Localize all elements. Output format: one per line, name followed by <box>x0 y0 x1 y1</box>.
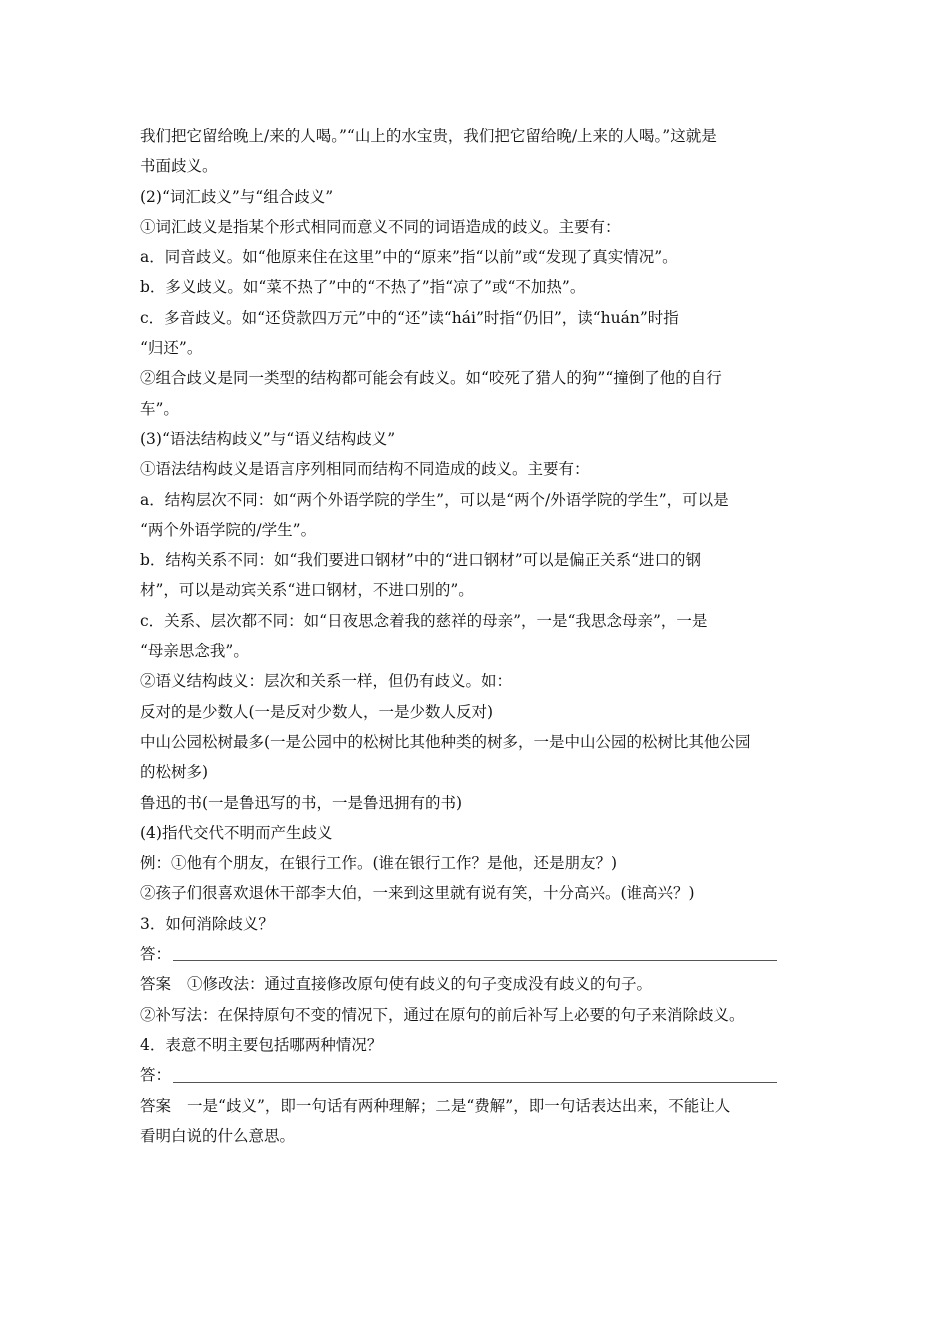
answer-blank-line <box>140 1060 812 1090</box>
example-line: ②孩子们很喜欢退休干部李大伯，一来到这里就有说有笑，十分高兴。(谁高兴？) <box>140 884 695 903</box>
question-3: 3．如何消除歧义？ <box>140 914 274 933</box>
text-line: 我们把它留给晚上/来的人喝。”“山上的水宝贵，我们把它留给晚/上来的人喝。”这就是 <box>140 127 717 145</box>
section-heading: (2)“词汇歧义”与“组合歧义” <box>140 187 334 206</box>
text-line: 书面歧义。 <box>140 157 218 176</box>
example-line: 中山公园松树最多(一是公园中的松树比其他种类的树多，一是中山公园的松树比其他公园 <box>140 732 751 751</box>
text-line: 材”，可以是动宾关系“进口钢材，不进口别的”。 <box>140 581 474 600</box>
list-item: a．同音歧义。如“他原来住在这里”中的“原来”指“以前”或“发现了真实情况”。 <box>140 248 678 267</box>
list-item: b．多义歧义。如“菜不热了”中的“不热了”指“凉了”或“不加热”。 <box>140 278 586 297</box>
text-line: ②语义结构歧义：层次和关系一样，但仍有歧义。如： <box>140 672 513 691</box>
list-item: b．结构关系不同：如“我们要进口钢材”中的“进口钢材”可以是偏正关系“进口的钢 <box>140 551 702 570</box>
example-line: 例：①他有个朋友，在银行工作。(谁在银行工作？是他，还是朋友？) <box>140 854 618 873</box>
answer-line <box>140 1091 812 1121</box>
document-page <box>140 121 812 1151</box>
answer-text: ①修改法：通过直接修改原句使有歧义的句子变成没有歧义的句子。 <box>187 975 653 994</box>
text-line: ②组合歧义是同一类型的结构都可能会有歧义。如“咬死了猎人的狗”“撞倒了他的自行 <box>140 369 722 388</box>
section-heading: (4)指代交代不明而产生歧义 <box>140 823 333 842</box>
text-line: “两个外语学院的/学生”。 <box>140 520 317 539</box>
answer-blank-line <box>140 939 812 969</box>
text-line: 车”。 <box>140 399 179 418</box>
answer-blank <box>173 1082 777 1083</box>
text-line: ①词汇歧义是指某个形式相同而意义不同的词语造成的歧义。主要有： <box>140 217 621 236</box>
example-line: 鲁迅的书(一是鲁迅写的书，一是鲁迅拥有的书) <box>140 793 463 812</box>
answer-label: 答案 <box>140 1096 172 1115</box>
question-4: 4．表意不明主要包括哪两种情况？ <box>140 1035 383 1054</box>
answer-line <box>140 969 812 999</box>
example-line: 的松树多) <box>140 763 209 782</box>
list-item: c．多音歧义。如“还贷款四万元”中的“还”读“hái”时指“仍旧”，读“huán”时指 <box>140 308 679 327</box>
example-line: 反对的是少数人(一是反对少数人，一是少数人反对) <box>140 702 494 721</box>
text-line: “归还”。 <box>140 339 203 358</box>
text-line: “母亲思念我”。 <box>140 642 249 661</box>
answer-prefix: 答： <box>140 1066 172 1085</box>
answer-text: 一是“歧义”，即一句话有两种理解；二是“费解”，即一句话表达出来，不能让人 <box>187 1096 731 1115</box>
list-item: a．结构层次不同：如“两个外语学院的学生”，可以是“两个/外语学院的学生”，可以是 <box>140 490 729 509</box>
answer-line: 看明白说的什么意思。 <box>140 1126 296 1145</box>
answer-prefix: 答： <box>140 945 172 964</box>
section-heading: (3)“语法结构歧义”与“语义结构歧义” <box>140 429 396 448</box>
answer-blank <box>173 960 777 961</box>
list-item: c．关系、层次都不同：如“日夜思念着我的慈祥的母亲”，一是“我思念母亲”，一是 <box>140 611 708 630</box>
text-line: ①语法结构歧义是语言序列相同而结构不同造成的歧义。主要有： <box>140 460 590 479</box>
answer-line: ②补写法：在保持原句不变的情况下，通过在原句的前后补写上必要的句子来消除歧义。 <box>140 1005 745 1024</box>
answer-label: 答案 <box>140 975 172 994</box>
